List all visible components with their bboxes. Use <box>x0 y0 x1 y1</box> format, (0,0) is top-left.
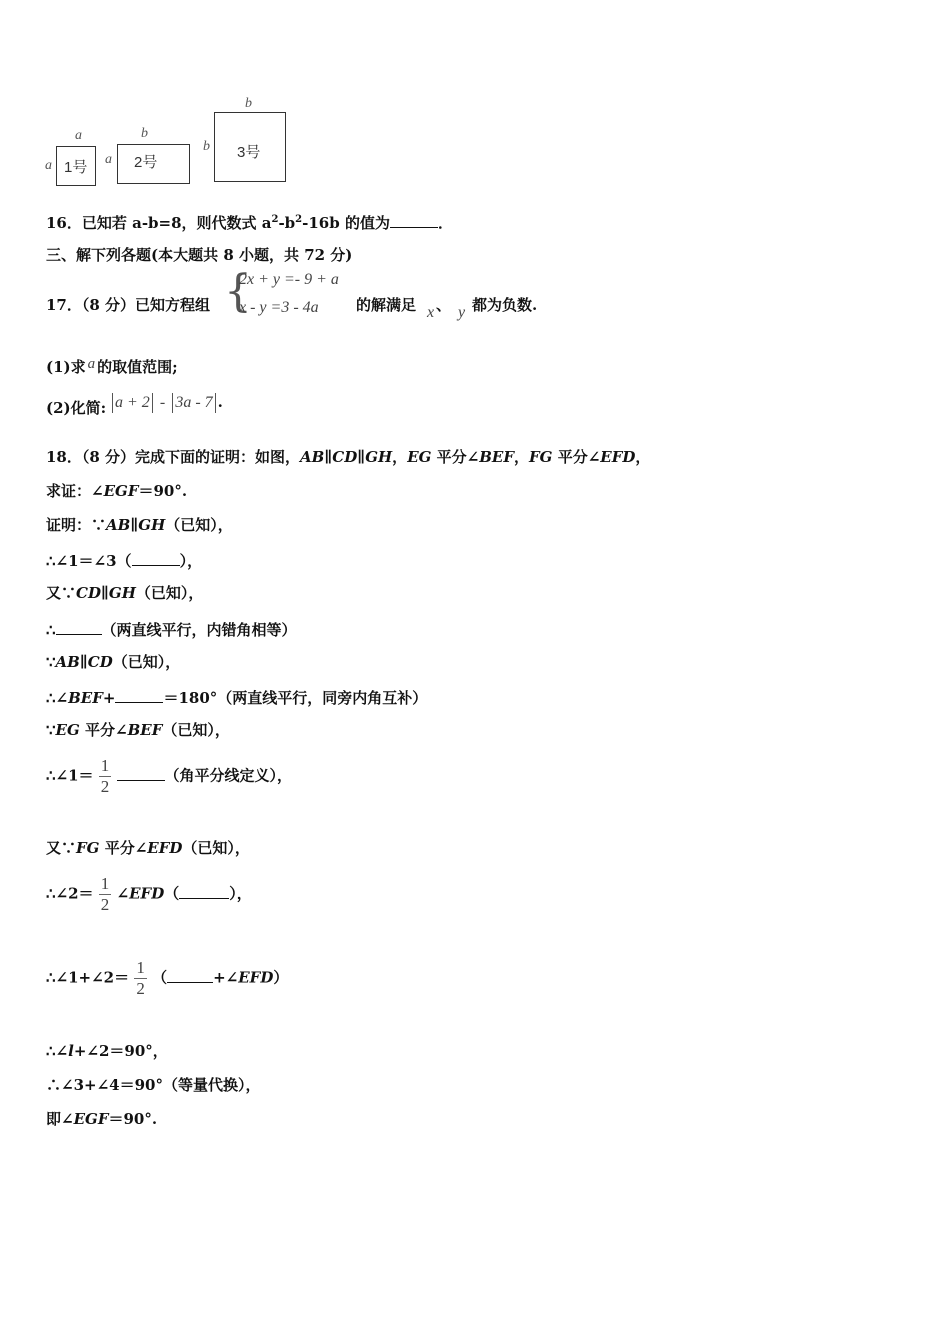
fraction-half: $\frac{1}{2}$ <box>100 756 110 796</box>
proof-line-2: ∴∠1＝∠3（ ）， <box>46 549 202 571</box>
question-17-part-2: (2)化简: <box>46 399 107 417</box>
box1 <box>56 146 96 186</box>
proof-line-3: 又∵CD∥GH（已知）， <box>46 584 204 602</box>
proof-line-4: ∴ （两直线平行，内错角相等） <box>46 618 297 640</box>
question-17-part-1: (1)求 a 的取值范围; <box>46 356 178 376</box>
box1-side-label: a <box>45 158 52 173</box>
answer-blank[interactable] <box>132 549 180 566</box>
box2 <box>117 144 190 184</box>
answer-blank[interactable] <box>390 211 438 228</box>
box2-side-label: a <box>105 152 112 167</box>
fraction-half: $\frac{1}{2}$ <box>136 958 145 998</box>
question-17-tail: 都为负数. <box>472 296 538 314</box>
proof-line-12: ∴∠l+∠2＝90°， <box>46 1042 168 1060</box>
proof-line-8: ∴∠1＝ $\frac{1}{2}$ （角平分线定义）， <box>46 756 293 796</box>
fraction-half: $\frac{1}{2}$ <box>100 874 110 914</box>
proof-line-7: ∵EG 平分∠BEF（已知）， <box>46 721 230 739</box>
proof-line-1: 证明：∵AB∥GH（已知）， <box>46 516 233 534</box>
question-17-after: 的解满足 <box>356 296 417 314</box>
box2-top-label: b <box>141 126 148 141</box>
section-3-title: 三、解下列各题(本大题共 8 小题，共 72 分) <box>46 246 353 264</box>
proof-line-11: ∴∠1+∠2＝ $\frac{1}{2}$ （ +∠EFD） <box>46 958 289 998</box>
proof-line-5: ∵AB∥CD（已知）， <box>46 653 181 671</box>
prove-statement: 求证：∠EGF＝90°. <box>46 482 188 500</box>
var-y: y <box>458 304 466 321</box>
answer-blank[interactable] <box>56 618 102 635</box>
system-brace: { <box>224 266 252 317</box>
box2-label: 2号 <box>134 154 158 171</box>
proof-line-9: 又∵FG 平分∠EFD（已知）， <box>46 839 250 857</box>
box3-top-label: b <box>245 96 252 111</box>
separator: 、 <box>436 296 452 314</box>
question-16: 16．已知若 a-b=8，则代数式 $a^2-b^2-16b$ 的值为 ． <box>46 211 453 233</box>
box1-top-label: a <box>75 128 82 143</box>
proof-line-10: ∴∠2＝ $\frac{1}{2}$ ∠EFD（ ）， <box>46 874 252 914</box>
answer-blank[interactable] <box>117 764 165 781</box>
answer-blank[interactable] <box>167 966 213 983</box>
absolute-expression: a + 2 - 3a - 7 . <box>110 392 223 413</box>
proof-line-6: ∴∠BEF+ ＝180°（两直线平行，同旁内角互补） <box>46 686 427 708</box>
box1-label: 1号 <box>64 159 88 176</box>
proof-line-14: 即∠EGF＝90°. <box>46 1110 158 1128</box>
box3-label: 3号 <box>237 144 261 161</box>
answer-blank[interactable] <box>115 686 163 703</box>
proof-line-13: ∴∠3+∠4＝90°（等量代换）， <box>46 1076 261 1094</box>
equation-1: 2x + y =- 9 + a <box>239 271 339 288</box>
var-x: x <box>427 304 435 321</box>
question-18-intro: 18．（8 分）完成下面的证明：如图，AB∥CD∥GH，EG 平分∠BEF，FG 平分∠EFD， <box>46 448 651 466</box>
equation-2: x - y =3 - 4a <box>239 299 319 316</box>
question-17-intro: 17．（8 分）已知方程组 <box>46 296 211 314</box>
box3 <box>214 112 286 182</box>
answer-blank[interactable] <box>179 882 229 899</box>
box3-side-label: b <box>203 139 210 154</box>
